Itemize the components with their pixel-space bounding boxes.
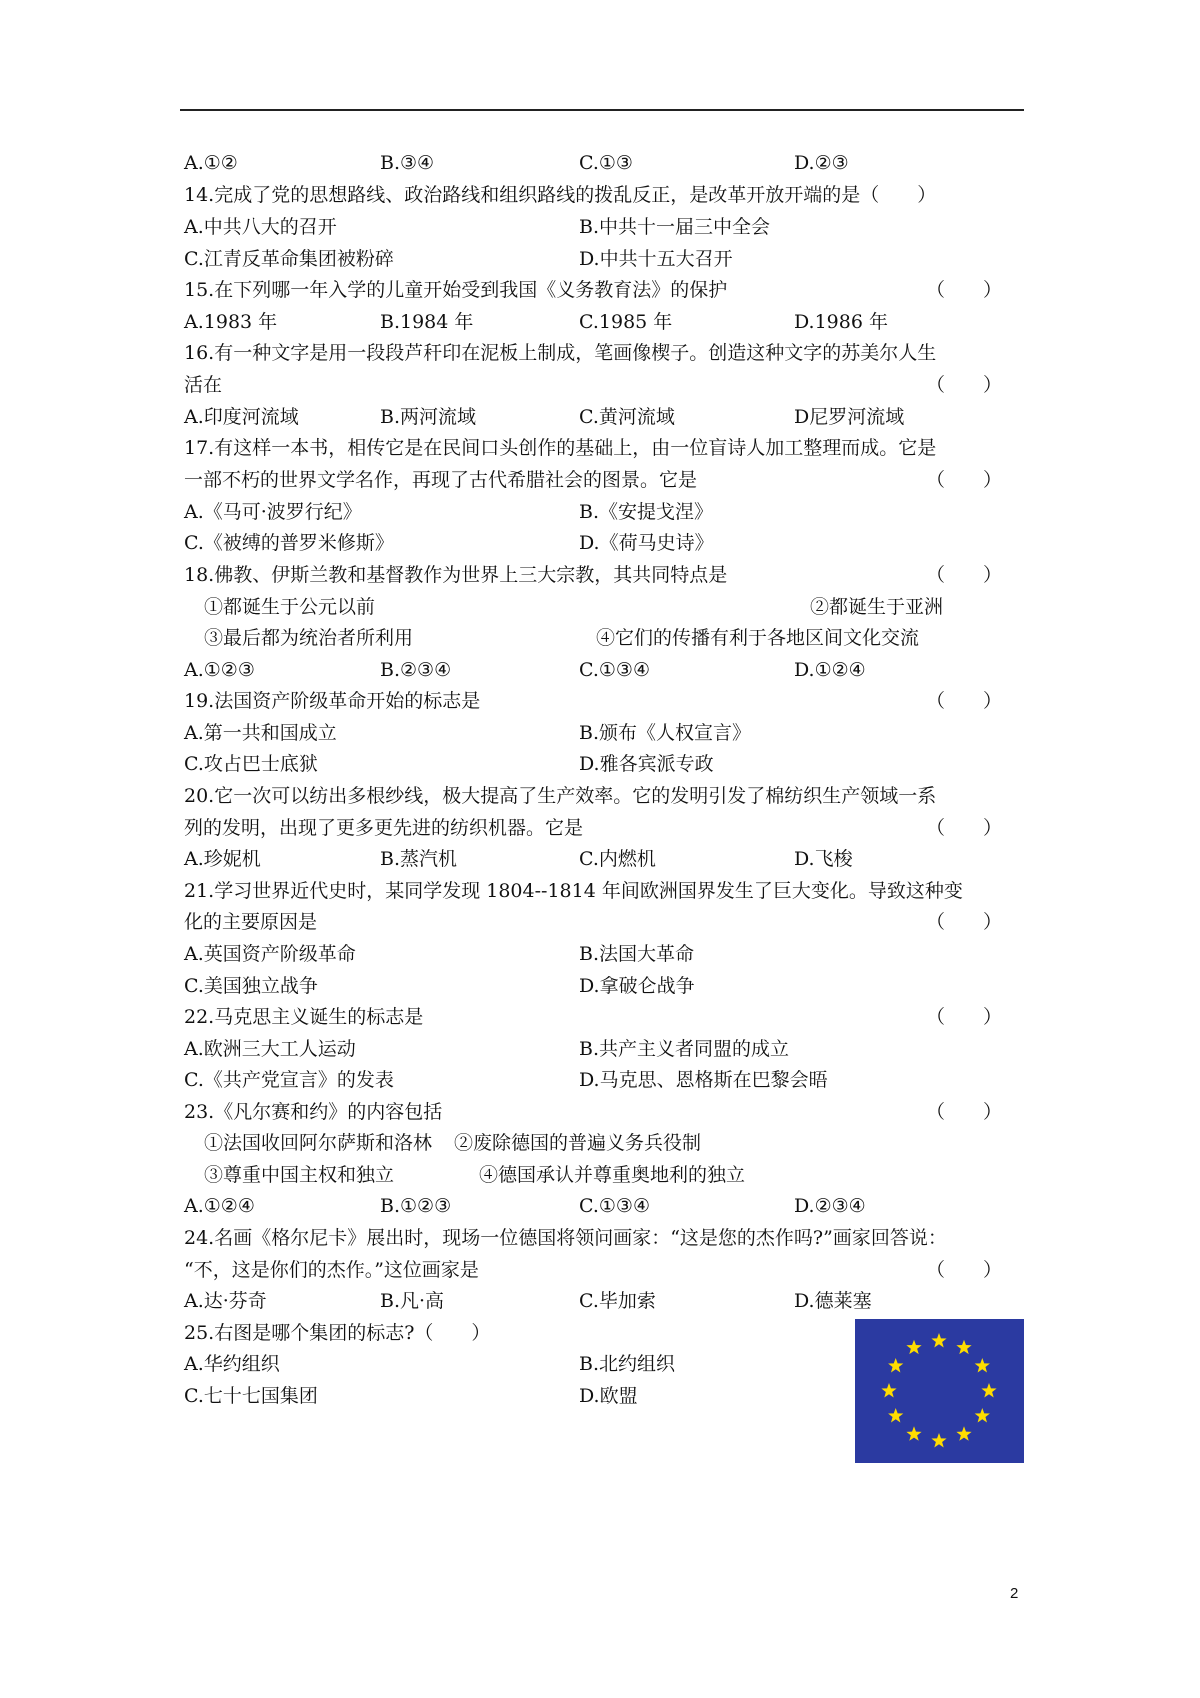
option-c: C.江青反革命集团被粉碎 [184,248,394,270]
option-b: B.凡·高 [380,1290,445,1312]
option-c: C.《被缚的普罗米修斯》 [184,532,394,554]
answer-blank: （ ） [926,374,1003,396]
stem-text: 18.佛教、伊斯兰教和基督教作为世界上三大宗教，其共同特点是 [184,564,728,586]
statements-row [184,591,1024,623]
option-b: B.共产主义者同盟的成立 [579,1038,790,1060]
option-a: A.1983 年 [184,311,278,333]
question-stem-cont [184,812,1024,844]
option-c: C.美国独立战争 [184,975,318,997]
option-a: A.华约组织 [184,1353,280,1375]
stem-text: 19.法国资产阶级革命开始的标志是 [184,690,481,712]
option-c: C.《共产党宣言》的发表 [184,1069,394,1091]
answer-blank: （ ） [926,690,1003,712]
options-row [184,401,1024,433]
option-a: A.达·芬奇 [184,1290,267,1312]
answer-blank: （ ） [926,564,1003,586]
option-c: C.①③④ [579,659,650,681]
option-b: B.《安提戈涅》 [579,501,714,523]
option-b: B.1984 年 [380,311,474,333]
option-a: A.第一共和国成立 [184,722,337,744]
option-b: B.③④ [380,152,435,174]
option-b: B.中共十一届三中全会 [579,216,771,238]
options-row [184,938,1024,970]
statement-1: ①法国收回阿尔萨斯和洛林 [204,1132,433,1154]
statements-row [184,1127,1024,1159]
option-d: D.①②④ [794,659,866,681]
option-a: A.①② [184,152,238,174]
option-b: B.颁布《人权宣言》 [579,722,752,744]
option-d: D.雅各宾派专政 [579,753,714,775]
options-row [184,243,1024,275]
option-c: C.内燃机 [579,848,656,870]
answer-blank: （ ） [926,1101,1003,1123]
statement-4: ④德国承认并尊重奥地利的独立 [479,1164,746,1186]
eu-flag-icon [855,1319,1024,1463]
statement-2: ②都诞生于亚洲 [810,596,944,618]
option-a: A.英国资产阶级革命 [184,943,356,965]
stem-text: 15.在下列哪一年入学的儿童开始受到我国《义务教育法》的保护 [184,279,728,301]
q13-options [184,147,1024,179]
option-c: C.黄河流域 [579,406,675,428]
option-d: D.德莱塞 [794,1290,872,1312]
question-stem: 14.完成了党的思想路线、政治路线和组织路线的拨乱反正，是改革开放开端的是（ ） [184,184,937,206]
question-stem-cont [184,464,1024,496]
question-stem: 17.有这样一本书，相传它是在民间口头创作的基础上，由一位盲诗人加工整理而成。它是 [184,437,937,459]
option-d: D尼罗河流域 [794,406,905,428]
header-rule [180,109,1024,111]
option-d: D.中共十五大召开 [579,248,733,270]
stem-text: 23.《凡尔赛和约》的内容包括 [184,1101,443,1123]
question-stem: 21.学习世界近代史时，某同学发现 1804--1814 年间欧洲国界发生了巨大变化。导致这种变 [184,880,963,902]
option-d: D.②③ [794,152,849,174]
question-stem [184,1001,1024,1033]
options-row [184,654,1024,686]
option-c: C.①③ [579,152,633,174]
question-stem [184,559,1024,591]
option-d: D.欧盟 [579,1385,638,1407]
stem-text: 活在 [184,374,223,396]
question-stem [184,1096,1024,1128]
option-a: A.《马可·波罗行纪》 [184,501,362,523]
question-stem: 24.名画《格尔尼卡》展出时，现场一位德国将领问画家：“这是您的杰作吗?”画家回答说： [184,1227,947,1249]
option-a: A.欧洲三大工人运动 [184,1038,356,1060]
option-a: A.印度河流域 [184,406,299,428]
option-d: D.马克思、恩格斯在巴黎会晤 [579,1069,828,1091]
option-b: B.两河流域 [380,406,477,428]
statement-3: ③尊重中国主权和独立 [204,1164,395,1186]
answer-blank: （ ） [926,911,1003,933]
options-row [184,1064,1024,1096]
question-stem: 25.右图是哪个集团的标志?（ ） [184,1322,491,1344]
question-stem-cont [184,906,1024,938]
option-d: D.1986 年 [794,311,888,333]
page-number: 2 [1010,1585,1019,1602]
options-row [184,1285,1024,1317]
statements-row [184,622,1024,654]
stem-text: “不，这是你们的杰作。”这位画家是 [184,1259,479,1281]
options-row [184,717,1024,749]
option-a: A.①②④ [184,1195,255,1217]
option-a: A.中共八大的召开 [184,216,337,238]
options-row [184,1033,1024,1065]
options-row [184,1190,1024,1222]
question-stem [184,274,1024,306]
options-row [184,496,1024,528]
option-b: B.①②③ [380,1195,452,1217]
option-b: B.蒸汽机 [380,848,458,870]
options-row [184,970,1024,1002]
answer-blank: （ ） [926,279,1003,301]
option-c: C.攻占巴士底狱 [184,753,318,775]
question-stem: 16.有一种文字是用一段段芦秆印在泥板上制成，笔画像楔子。创造这种文字的苏美尔人生 [184,342,937,364]
answer-blank: （ ） [926,1006,1003,1028]
question-stem-cont [184,369,1024,401]
option-c: C.七十七国集团 [184,1385,318,1407]
option-b: B.北约组织 [579,1353,676,1375]
question-stem [184,685,1024,717]
statement-4: ④它们的传播有利于各地区间文化交流 [596,627,920,649]
statement-3: ③最后都为统治者所利用 [204,627,414,649]
option-a: A.①②③ [184,659,255,681]
option-d: D.飞梭 [794,848,853,870]
eu-flag-svg [855,1319,1024,1463]
statements-row [184,1159,1024,1191]
stem-text: 一部不朽的世界文学名作，再现了古代希腊社会的图景。它是 [184,469,698,491]
question-stem-cont [184,1254,1024,1286]
option-c: C.①③④ [579,1195,650,1217]
options-row [184,306,1024,338]
option-d: D.《荷马史诗》 [579,532,714,554]
stem-text: 22.马克思主义诞生的标志是 [184,1006,424,1028]
options-row [184,843,1024,875]
option-d: D.②③④ [794,1195,866,1217]
answer-blank: （ ） [926,469,1003,491]
option-b: B.②③④ [380,659,452,681]
options-row [184,527,1024,559]
option-d: D.拿破仑战争 [579,975,695,997]
answer-blank: （ ） [926,1259,1003,1281]
options-row [184,748,1024,780]
statement-1: ①都诞生于公元以前 [204,596,376,618]
option-c: C.1985 年 [579,311,673,333]
stem-text: 列的发明，出现了更多更先进的纺织机器。它是 [184,817,584,839]
question-stem: 20.它一次可以纺出多根纱线，极大提高了生产效率。它的发明引发了棉纺织生产领域一系 [184,785,937,807]
options-row [184,211,1024,243]
answer-blank: （ ） [926,817,1003,839]
option-c: C.毕加索 [579,1290,656,1312]
stem-text: 化的主要原因是 [184,911,318,933]
option-a: A.珍妮机 [184,848,261,870]
statement-2: ②废除德国的普遍义务兵役制 [454,1132,702,1154]
option-b: B.法国大革命 [579,943,695,965]
